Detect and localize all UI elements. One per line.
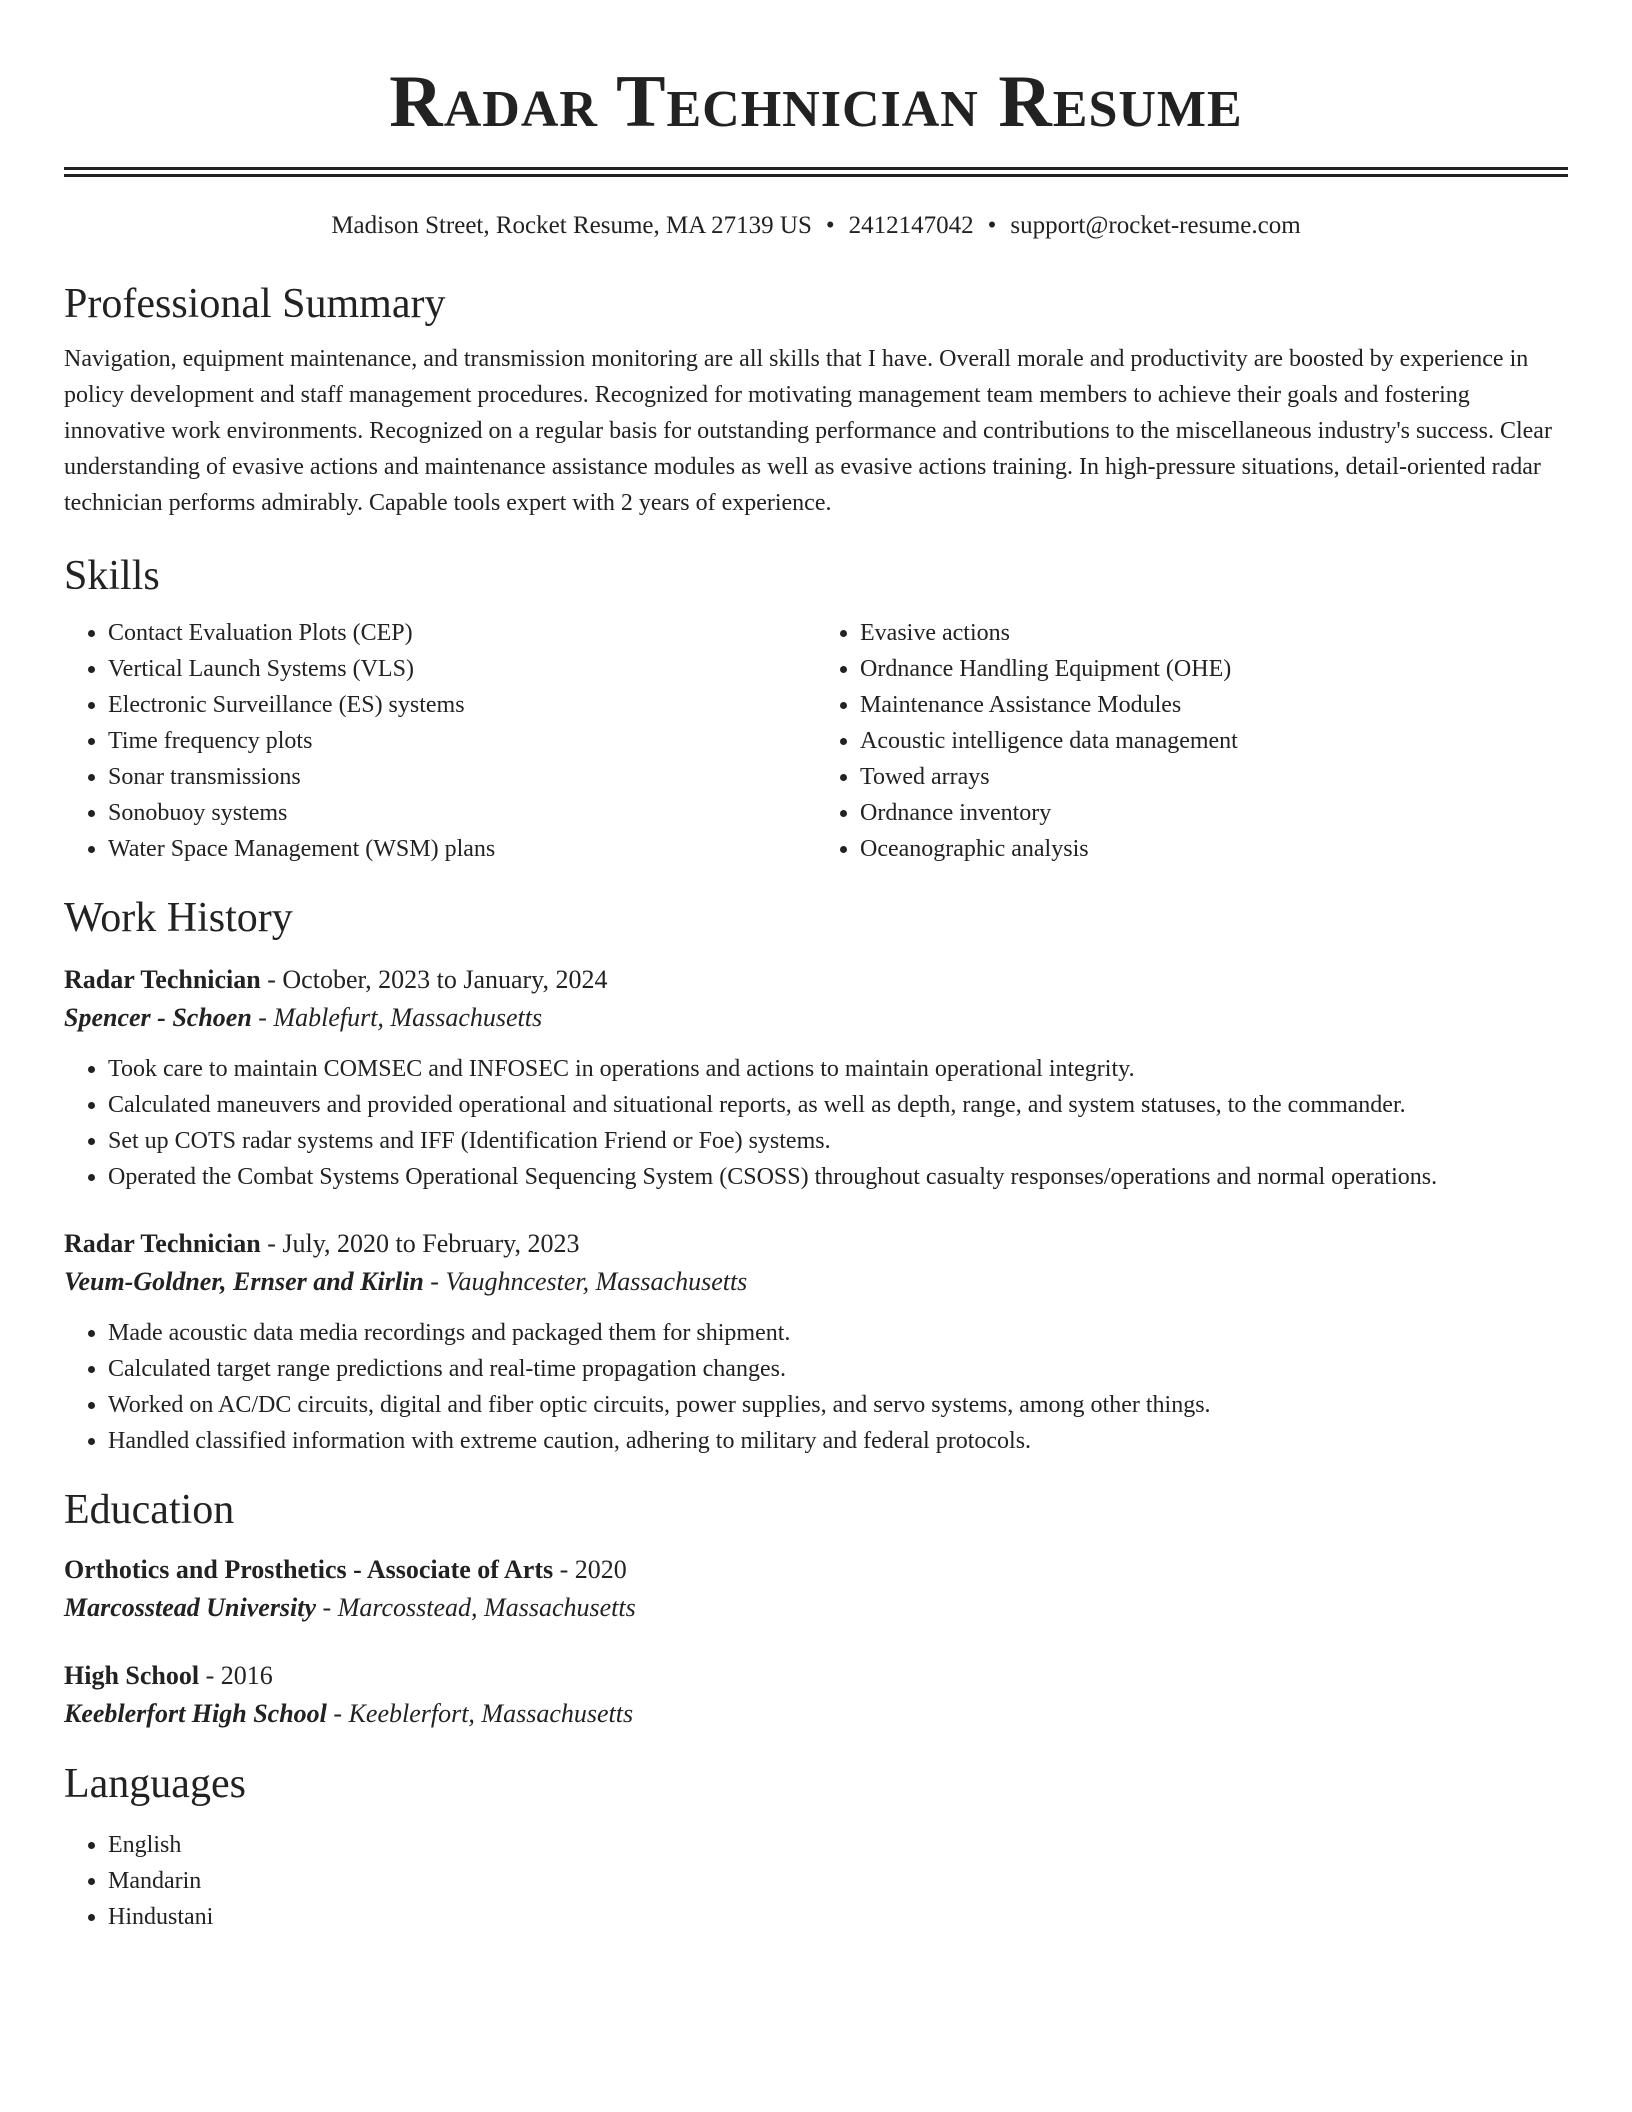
job-employer <box>64 1263 1568 1301</box>
education-entry <box>64 1551 1568 1627</box>
contact-email: support@rocket-resume.com <box>1010 212 1301 239</box>
education-school: Marcosstead University <box>64 1593 317 1622</box>
education-degree: High School <box>64 1661 200 1690</box>
job-bullet: • Worked on AC/DC circuits, digital and fiber optic circuits, power supplies, and servo systems, among other things. <box>108 1387 1568 1423</box>
job-title: Radar Technician <box>64 1229 261 1258</box>
education-institution <box>64 1695 1568 1733</box>
job-bullet: • Set up COTS radar systems and IFF (Identification Friend or Foe) systems. <box>108 1123 1568 1159</box>
language-item: • Mandarin <box>108 1863 1568 1899</box>
education-year: - 2020 <box>553 1555 627 1584</box>
skill-item: • Water Space Management (WSM) plans <box>108 831 816 867</box>
education-section <box>64 1485 1568 1733</box>
job-header <box>64 1225 1568 1263</box>
education-location: - Marcosstead, Massachusetts <box>316 1593 636 1622</box>
job-company: Spencer - Schoen <box>64 1003 252 1032</box>
skills-list-right <box>816 615 1568 867</box>
summary-section <box>64 279 1568 521</box>
contact-address: Madison Street, Rocket Resume, MA 27139 US <box>331 212 812 239</box>
contact-separator: • <box>987 212 997 239</box>
languages-heading: Languages <box>64 1761 246 1807</box>
education-heading: Education <box>64 1487 235 1533</box>
job-location: - Mablefurt, Massachusetts <box>251 1003 543 1032</box>
resume-title: Radar Technician Resume <box>389 61 1243 143</box>
job-entry <box>64 1225 1568 1459</box>
languages-list <box>64 1827 1568 1935</box>
job-location: - Vaughncester, Massachusetts <box>423 1267 748 1296</box>
contact-line <box>64 209 1568 243</box>
education-school: Keeblerfort High School <box>64 1699 327 1728</box>
job-entry <box>64 961 1568 1195</box>
education-header <box>64 1551 1568 1589</box>
skill-item: • Time frequency plots <box>108 723 816 759</box>
job-header <box>64 961 1568 999</box>
job-bullet: • Operated the Combat Systems Operational Sequencing System (CSOSS) throughout casualty responses/operations and normal operations. <box>108 1159 1568 1195</box>
job-title: Radar Technician <box>64 965 261 994</box>
skill-item: • Sonobuoy systems <box>108 795 816 831</box>
title-divider <box>64 167 1568 177</box>
skill-item: • Oceanographic analysis <box>860 831 1568 867</box>
skill-item: • Ordnance Handling Equipment (OHE) <box>860 651 1568 687</box>
skills-columns <box>64 615 1568 867</box>
contact-separator: • <box>825 212 835 239</box>
skill-item: • Contact Evaluation Plots (CEP) <box>108 615 816 651</box>
job-dates: - July, 2020 to February, 2023 <box>260 1229 580 1258</box>
skill-item: • Acoustic intelligence data management <box>860 723 1568 759</box>
education-degree: Orthotics and Prosthetics - Associate of Arts <box>64 1555 554 1584</box>
education-header <box>64 1657 1568 1695</box>
languages-section <box>64 1759 1568 1935</box>
work-history-section <box>64 893 1568 1459</box>
job-bullet: • Calculated maneuvers and provided operational and situational reports, as well as depth, range, and system statuses, to the commander. <box>108 1087 1568 1123</box>
job-company: Veum-Goldner, Ernser and Kirlin <box>64 1267 424 1296</box>
job-bullet: • Calculated target range predictions and real-time propagation changes. <box>108 1351 1568 1387</box>
skill-item: • Electronic Surveillance (ES) systems <box>108 687 816 723</box>
skill-item: • Sonar transmissions <box>108 759 816 795</box>
job-bullets <box>64 1315 1568 1459</box>
job-dates: - October, 2023 to January, 2024 <box>260 965 608 994</box>
language-item: • Hindustani <box>108 1899 1568 1935</box>
education-location: - Keeblerfort, Massachusetts <box>326 1699 634 1728</box>
language-item: • English <box>108 1827 1568 1863</box>
job-bullet: • Made acoustic data media recordings and packaged them for shipment. <box>108 1315 1568 1351</box>
skill-item: • Towed arrays <box>860 759 1568 795</box>
education-entry <box>64 1657 1568 1733</box>
skill-item: • Maintenance Assistance Modules <box>860 687 1568 723</box>
education-year: - 2016 <box>199 1661 273 1690</box>
skills-list-left <box>64 615 816 867</box>
skill-item: • Vertical Launch Systems (VLS) <box>108 651 816 687</box>
job-employer <box>64 999 1568 1037</box>
job-bullet: • Took care to maintain COMSEC and INFOSEC in operations and actions to maintain operational integrity. <box>108 1051 1568 1087</box>
summary-text: Navigation, equipment maintenance, and transmission monitoring are all skills that I have. Overall morale and productivity are boosted by experience in policy development and staff management procedures. Recognized for motivating management team members to achieve their goals and fostering innovative work environments. Recognized on a regular basis for outstanding performance and contributions to the miscellaneous industry's success. Clear understanding of evasive actions and maintenance assistance modules as well as evasive actions training. In high-pressure situations, detail-oriented radar technician performs admirably. Capable tools expert with 2 years of experience. <box>64 346 1552 516</box>
contact-phone: 2412147042 <box>848 212 974 239</box>
summary-heading: Professional Summary <box>64 281 446 327</box>
skills-section <box>64 551 1568 867</box>
job-bullet: • Handled classified information with extreme caution, adhering to military and federal protocols. <box>108 1423 1568 1459</box>
work-history-heading: Work History <box>64 895 293 941</box>
education-institution <box>64 1589 1568 1627</box>
skill-item: • Evasive actions <box>860 615 1568 651</box>
skill-item: • Ordnance inventory <box>860 795 1568 831</box>
job-bullets <box>64 1051 1568 1195</box>
skills-heading: Skills <box>64 553 160 599</box>
